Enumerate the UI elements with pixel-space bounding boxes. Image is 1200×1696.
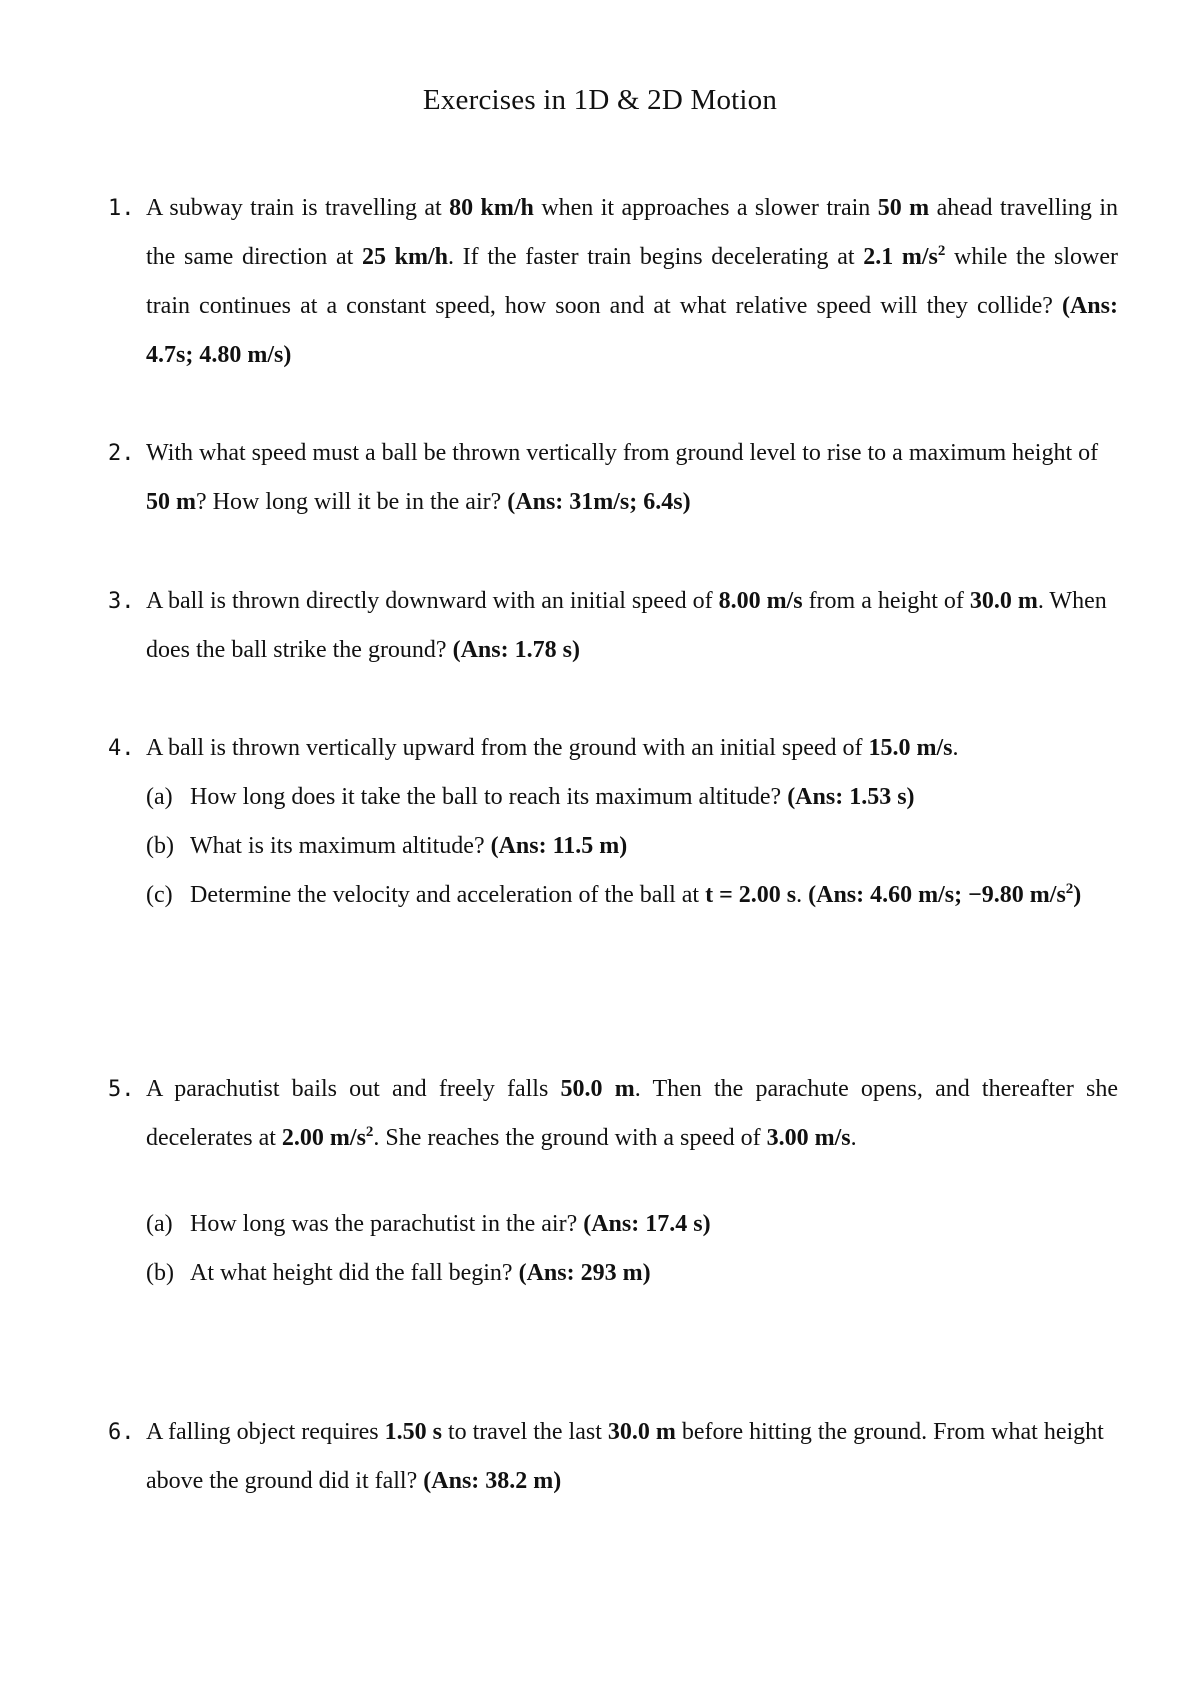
question-number: 4.: [108, 736, 135, 761]
spacer: [146, 1163, 1118, 1200]
sub-question-text: At what height did the fall begin?: [190, 1260, 519, 1286]
answer: (Ans: 1.78 s): [452, 637, 580, 663]
question-text-segment: . She reaches the ground with a speed of: [373, 1125, 767, 1151]
answer: (Ans: 31m/s; 6.4s): [507, 489, 691, 515]
question-text-segment: while the slower train continues at a constant speed, how soon and at what relative speed will they collide?: [146, 244, 1118, 319]
question-text-segment: . When does the ball strike the ground?: [146, 588, 1107, 663]
question-text: [146, 1065, 1118, 1298]
sub-question-text: What is its maximum altitude?: [190, 833, 491, 859]
bold-value: 50 m: [146, 489, 196, 515]
question-text-segment: A ball is thrown directly downward with an initial speed of: [146, 588, 719, 614]
superscript: 2: [937, 243, 946, 259]
bold-value: [282, 1125, 374, 1151]
question-text-segment: A parachutist bails out and freely falls: [146, 1076, 561, 1102]
question-stem: [146, 724, 1118, 773]
bold-value: 50.0 m: [560, 1076, 635, 1102]
question-text: [146, 429, 1118, 527]
sub-question-text: How long was the parachutist in the air?: [190, 1211, 584, 1237]
question-text-segment: before hitting the ground. From what height above the ground did it fall?: [146, 1419, 1104, 1494]
question-text-segment: A subway train is travelling at: [146, 195, 450, 221]
superscript: 2: [1065, 881, 1074, 897]
bold-value: t = 2.00 s: [705, 882, 797, 908]
sub-question-b: [146, 822, 1118, 871]
sub-question-a: [146, 1200, 1118, 1249]
answer: (Ans: 17.4 s): [583, 1211, 711, 1237]
question-number: 3.: [108, 589, 135, 614]
sub-question-tag: (a): [146, 1211, 173, 1237]
question-text-segment: to travel the last: [441, 1419, 608, 1445]
answer: (Ans: 38.2 m): [423, 1468, 562, 1494]
bold-value: 3.00 m/s: [766, 1125, 851, 1151]
sub-question-tag: (c): [146, 882, 173, 908]
question-1: [108, 184, 1118, 380]
bold-value: 25 km/h: [361, 244, 448, 270]
bold-value: 15.0 m/s: [868, 735, 953, 761]
answer: (Ans: 293 m): [518, 1260, 651, 1286]
question-number: 2.: [108, 441, 135, 466]
question-number: 6.: [108, 1420, 135, 1445]
sub-question-text: Determine the velocity and acceleration of the ball at: [190, 882, 706, 908]
question-text-segment: A falling object requires: [146, 1419, 385, 1445]
question-text-segment: With what speed must a ball be thrown vertically from ground level to rise to a maximum height of: [146, 440, 1099, 466]
bold-value: 30.0 m: [969, 588, 1038, 614]
answer: (Ans: 1.53 s): [787, 784, 915, 810]
question-4: [108, 724, 1118, 920]
question-text: [146, 184, 1118, 380]
question-text-segment: when it approaches a slower train: [533, 195, 878, 221]
question-text-segment: .: [850, 1125, 857, 1151]
question-stem: [146, 1065, 1118, 1163]
question-number: 5.: [108, 1077, 135, 1102]
question-number: 1.: [108, 196, 135, 221]
answer-text: ): [1073, 882, 1082, 908]
sub-question-c: [146, 871, 1118, 920]
bold-value-text: 2.00 m/s: [281, 1125, 366, 1151]
sub-question-tag: (a): [146, 784, 173, 810]
question-text: [146, 1408, 1118, 1506]
question-text-segment: ? How long will it be in the air?: [196, 489, 508, 515]
sub-question-text: How long does it take the ball to reach its maximum altitude?: [190, 784, 788, 810]
answer: (Ans: 11.5 m): [490, 833, 628, 859]
bold-value-text: 2.1 m/s: [863, 244, 938, 270]
page-title: Exercises in 1D & 2D Motion: [422, 84, 778, 116]
sub-question-tag: (b): [146, 833, 174, 859]
answer: (Ans: 4.7s; 4.80 m/s): [146, 293, 1118, 368]
sub-question-tag: (b): [146, 1260, 174, 1286]
sub-question-text: .: [796, 882, 809, 908]
question-text-segment: . Then the parachute opens, and thereafter she decelerates at: [146, 1076, 1119, 1151]
bold-value: 80 km/h: [449, 195, 534, 221]
bold-value: 1.50 s: [384, 1419, 442, 1445]
answer-text: (Ans: 4.60 m/s; −9.80 m/s: [808, 882, 1066, 908]
question-text-segment: ahead travelling in the same direction at: [146, 195, 1119, 270]
question-2: [108, 429, 1118, 527]
question-text-segment: from a height of: [802, 588, 970, 614]
bold-value: 8.00 m/s: [718, 588, 803, 614]
sub-question-a: [146, 773, 1118, 822]
question-5: [108, 1065, 1118, 1298]
question-text-segment: A ball is thrown vertically upward from the ground with an initial speed of: [146, 735, 869, 761]
question-text: [146, 724, 1118, 920]
question-text-segment: .: [952, 735, 959, 761]
question-3: [108, 577, 1118, 675]
bold-value: 30.0 m: [607, 1419, 676, 1445]
question-text-segment: . If the faster train begins decelerating at: [447, 244, 864, 270]
bold-value: 50 m: [877, 195, 930, 221]
superscript: 2: [365, 1124, 374, 1140]
question-6: [108, 1408, 1118, 1506]
answer: [808, 882, 1081, 908]
sub-question-b: [146, 1249, 1118, 1298]
question-text: [146, 577, 1118, 675]
bold-value: [863, 244, 945, 270]
